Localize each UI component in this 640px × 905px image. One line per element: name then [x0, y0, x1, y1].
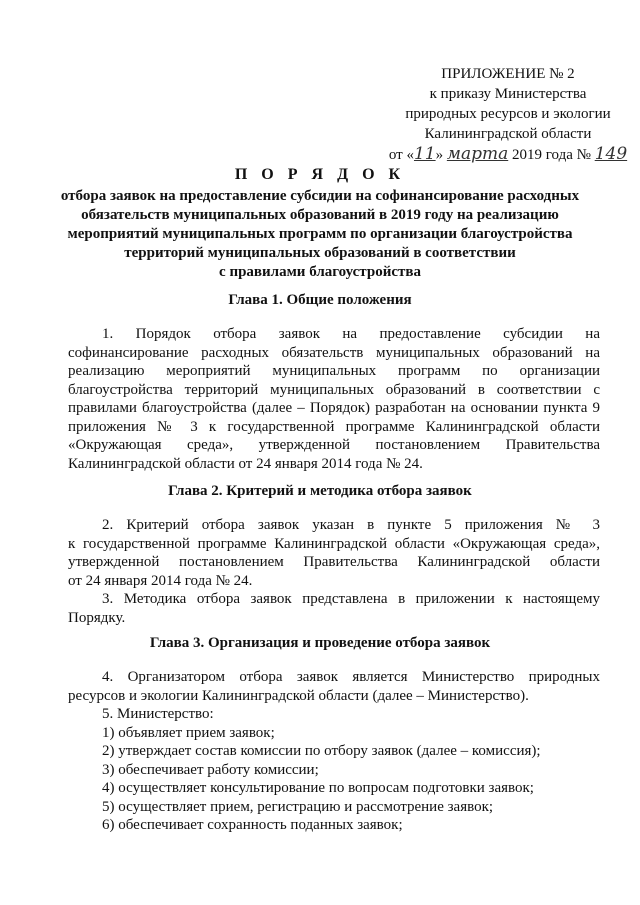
- chapter-2-heading: Глава 2. Критерий и методика отбора заявок: [168, 483, 472, 499]
- date-prefix: от «: [388, 147, 414, 163]
- list-item: 4) осуществляет консультирование по вопросам подготовки заявок;: [102, 780, 534, 796]
- document-title: [40, 165, 600, 282]
- title-line-5: с правилами благоустройства: [219, 264, 421, 280]
- list-item: 6) обеспечивает сохранность поданных заявок;: [102, 817, 403, 833]
- list-item: 1) объявляет прием заявок;: [102, 725, 275, 741]
- appendix-line-3: природных ресурсов и экологии: [405, 106, 611, 122]
- list-item: 2) утверждает состав комиссии по отбору заявок (далее – комиссия);: [102, 743, 541, 759]
- date-mid: »: [435, 147, 447, 163]
- appendix-title: ПРИЛОЖЕНИЕ № 2: [441, 66, 575, 82]
- title-line-3: мероприятий муниципальных программ по организации благоустройства: [67, 226, 573, 242]
- paragraph-1: 1. Порядок отбора заявок на предоставление субсидии на софинансирование расходных обязательств муниципальных образований на реализацию мероприятий муниципальных программ по организации благоустройства территорий муниципальных образований в соответствии с правилами благоустройства (далее – Порядок) разработан на основании пункта 9 приложения № 3 к государственной программе Калининградской области «Окружающая среда», утвержденной постановлением Правительства Калининградской области от 24 января 2014 года № 24.: [68, 326, 600, 472]
- title-line-1: отбора заявок на предоставление субсидии на софинансирование расходных: [60, 188, 580, 204]
- appendix-date-line: [388, 144, 628, 165]
- paragraph-5: 5. Министерство:: [102, 706, 214, 722]
- appendix-line-4: Калининградской области: [424, 126, 592, 142]
- title-main: П О Р Я Д О К: [234, 166, 406, 183]
- list-item: 5) осуществляет прием, регистрацию и рассмотрение заявок;: [102, 799, 494, 815]
- list-item: 3) обеспечивает работу комиссии;: [102, 762, 319, 778]
- handwritten-number: 149: [594, 144, 628, 164]
- handwritten-day: 11: [413, 144, 436, 164]
- paragraph-3: 3. Методика отбора заявок представлена в приложении к настоящему Порядку.: [68, 591, 600, 626]
- handwritten-month: марта: [446, 144, 509, 164]
- title-line-2: обязательств муниципальных образований в 2019 году на реализацию: [81, 207, 559, 223]
- appendix-block: [388, 64, 628, 165]
- chapter-3-heading: Глава 3. Организация и проведение отбора заявок: [149, 635, 491, 651]
- chapter-1-heading: Глава 1. Общие положения: [228, 292, 412, 308]
- paragraph-2: 2. Критерий отбора заявок указан в пункте 5 приложения № 3 к государственной программе Калининградской области «Окружающая среда», утвержденной постановлением Правительства Калининградской области от 24 января 2014 года № 24.: [68, 517, 600, 589]
- paragraph-4: 4. Организатором отбора заявок является Министерство природных ресурсов и экологии Калининградской области (далее – Министерство).: [68, 669, 600, 704]
- title-line-4: территорий муниципальных образований в соответствии: [124, 245, 516, 261]
- date-suffix: 2019 года №: [508, 147, 595, 163]
- appendix-line-2: к приказу Министерства: [429, 86, 587, 102]
